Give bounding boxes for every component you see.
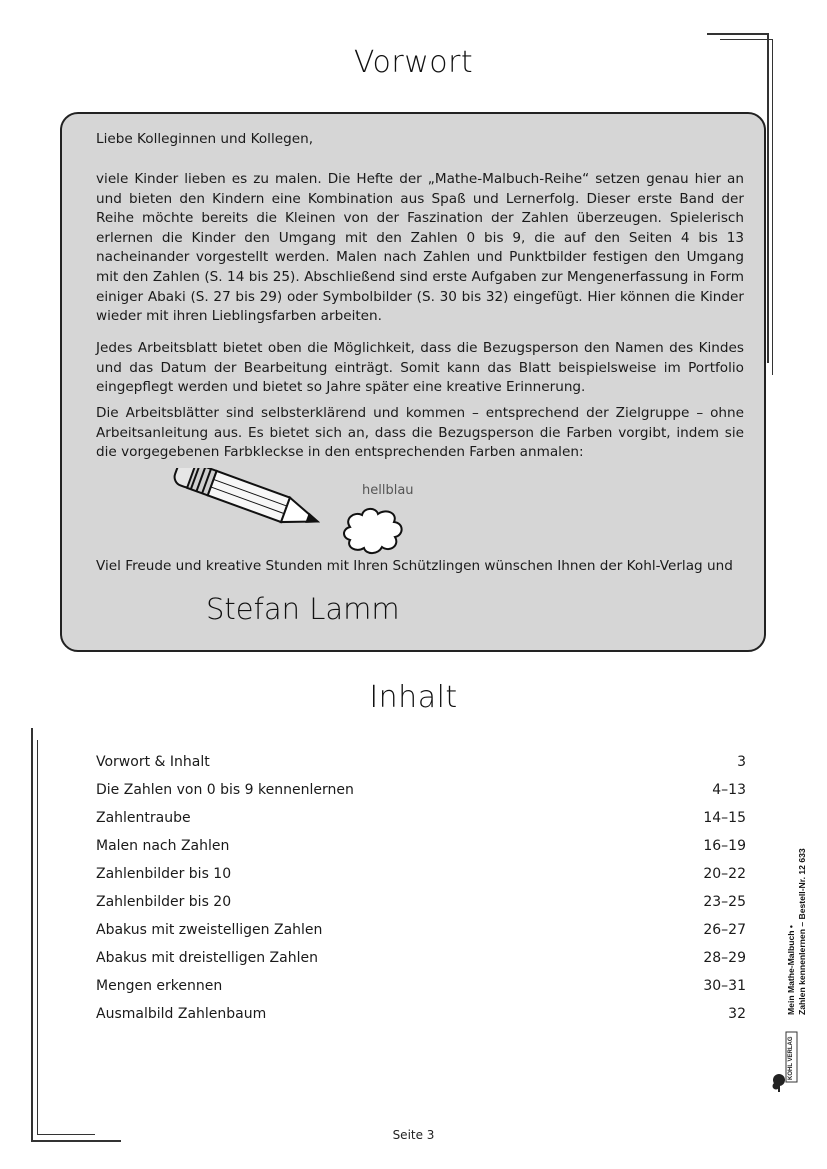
table-of-contents [96, 748, 746, 1028]
toc-row[interactable] [96, 972, 746, 1000]
toc-row[interactable] [96, 776, 746, 804]
foreword-paragraph-3 [96, 404, 744, 463]
foreword-paragraph-1-text: viele Kinder lieben es zu malen. Die Hefte der „Mathe-Malbuch-Reihe“ setzen genau hier an und bieten den Kindern eine Kombination aus Spaß und Lernerfolg. Dieser erste Band der Reihe möchte bereits die Kleinen von der Faszination der Zahlen überzeugen. Spielerisch erlernen die Kinder den Umgang mit den Zahlen 0 bis 9, die auf den Seiten 4 bis 13 nacheinander vorgestellt werden. Malen nach Zahlen und Punktbilder festigen den Umgang mit den Zahlen (S. 14 bis 25). Abschließend sind erste Aufgaben zur Mengenerfassung in Form einiger Abaki (S. 27 bis 29) oder Symbolbilder (S. 30 bis 32) eingefügt. Hier können die Kinder wieder mit ihren Lieblingsfarben arbeiten. [96, 171, 744, 325]
color-blob-icon [340, 505, 410, 557]
publisher-logo [772, 1030, 798, 1094]
toc-row[interactable] [96, 888, 746, 916]
side-book-title: Mein Mathe-Malbuch • [786, 925, 796, 1015]
frame-left-line-outer [31, 728, 33, 1140]
side-book-subtitle: Zahlen kennenlernen – Bestell-Nr. 12 633 [796, 848, 807, 1015]
toc-pages: 4–13 [712, 782, 746, 798]
toc-row[interactable] [96, 748, 746, 776]
side-book-info [786, 848, 807, 1015]
foreword-paragraph-2 [96, 339, 744, 398]
toc-label: Abakus mit zweistelligen Zahlen [96, 922, 323, 938]
foreword-closing: Viel Freude und kreative Stunden mit Ihren Schützlingen wünschen Ihnen der Kohl-Verlag und [96, 558, 733, 574]
publisher-logo-text: KOHL VERLAG [788, 1036, 794, 1080]
contents-title: Inhalt [369, 680, 458, 715]
page-number: Seite 3 [392, 1128, 435, 1142]
signature: Stefan Lamm [206, 592, 400, 626]
toc-pages: 30–31 [703, 978, 746, 994]
frame-top-line-outer [707, 33, 767, 35]
toc-label: Ausmalbild Zahlenbaum [96, 1006, 267, 1022]
foreword-paragraph-1 [96, 170, 744, 327]
toc-row[interactable] [96, 1000, 746, 1028]
toc-pages: 16–19 [703, 838, 746, 854]
toc-pages: 14–15 [703, 810, 746, 826]
pencil-icon [160, 468, 350, 538]
frame-top-line-inner [720, 39, 772, 40]
toc-label: Zahlenbilder bis 20 [96, 894, 232, 910]
toc-label: Zahlenbilder bis 10 [96, 866, 232, 882]
toc-pages: 3 [737, 754, 746, 770]
toc-pages: 23–25 [703, 894, 746, 910]
blob-color-label: hellblau [362, 483, 414, 498]
toc-label: Abakus mit dreistelligen Zahlen [96, 950, 318, 966]
toc-label: Zahlentraube [96, 810, 191, 826]
foreword-greeting: Liebe Kolleginnen und Kollegen, [96, 131, 314, 147]
toc-row[interactable] [96, 944, 746, 972]
toc-pages: 20–22 [703, 866, 746, 882]
toc-row[interactable] [96, 804, 746, 832]
toc-row[interactable] [96, 832, 746, 860]
toc-pages: 32 [728, 1006, 746, 1022]
foreword-title: Vorwort [353, 45, 474, 80]
foreword-paragraph-2-text: Jedes Arbeitsblatt bietet oben die Möglichkeit, dass die Bezugsperson den Namen des Kindes und das Datum der Bearbeitung einträgt. Somit kann das Blatt beispielsweise im Portfolio eingepflegt werden und bietet so Jahre später eine kreative Erinnerung. [96, 340, 744, 396]
toc-row[interactable] [96, 860, 746, 888]
foreword-paragraph-3-text: Die Arbeitsblätter sind selbsterklärend und kommen – entsprechend der Zielgruppe – ohne Arbeitsanleitung aus. Es bietet sich an, dass die Bezugsperson die Farben vorgibt, indem sie die vorgegebenen Farbkleckse in den entsprechenden Farben anmalen: [96, 405, 744, 461]
toc-pages: 28–29 [703, 950, 746, 966]
toc-row[interactable] [96, 916, 746, 944]
toc-label: Malen nach Zahlen [96, 838, 230, 854]
frame-right-line-inner [772, 39, 773, 375]
frame-left-line-inner [37, 740, 38, 1135]
toc-label: Vorwort & Inhalt [96, 754, 210, 770]
toc-label: Mengen erkennen [96, 978, 223, 994]
frame-right-line-outer [767, 33, 769, 363]
tree-logo-icon [772, 1030, 798, 1094]
toc-label: Die Zahlen von 0 bis 9 kennenlernen [96, 782, 354, 798]
toc-pages: 26–27 [703, 922, 746, 938]
